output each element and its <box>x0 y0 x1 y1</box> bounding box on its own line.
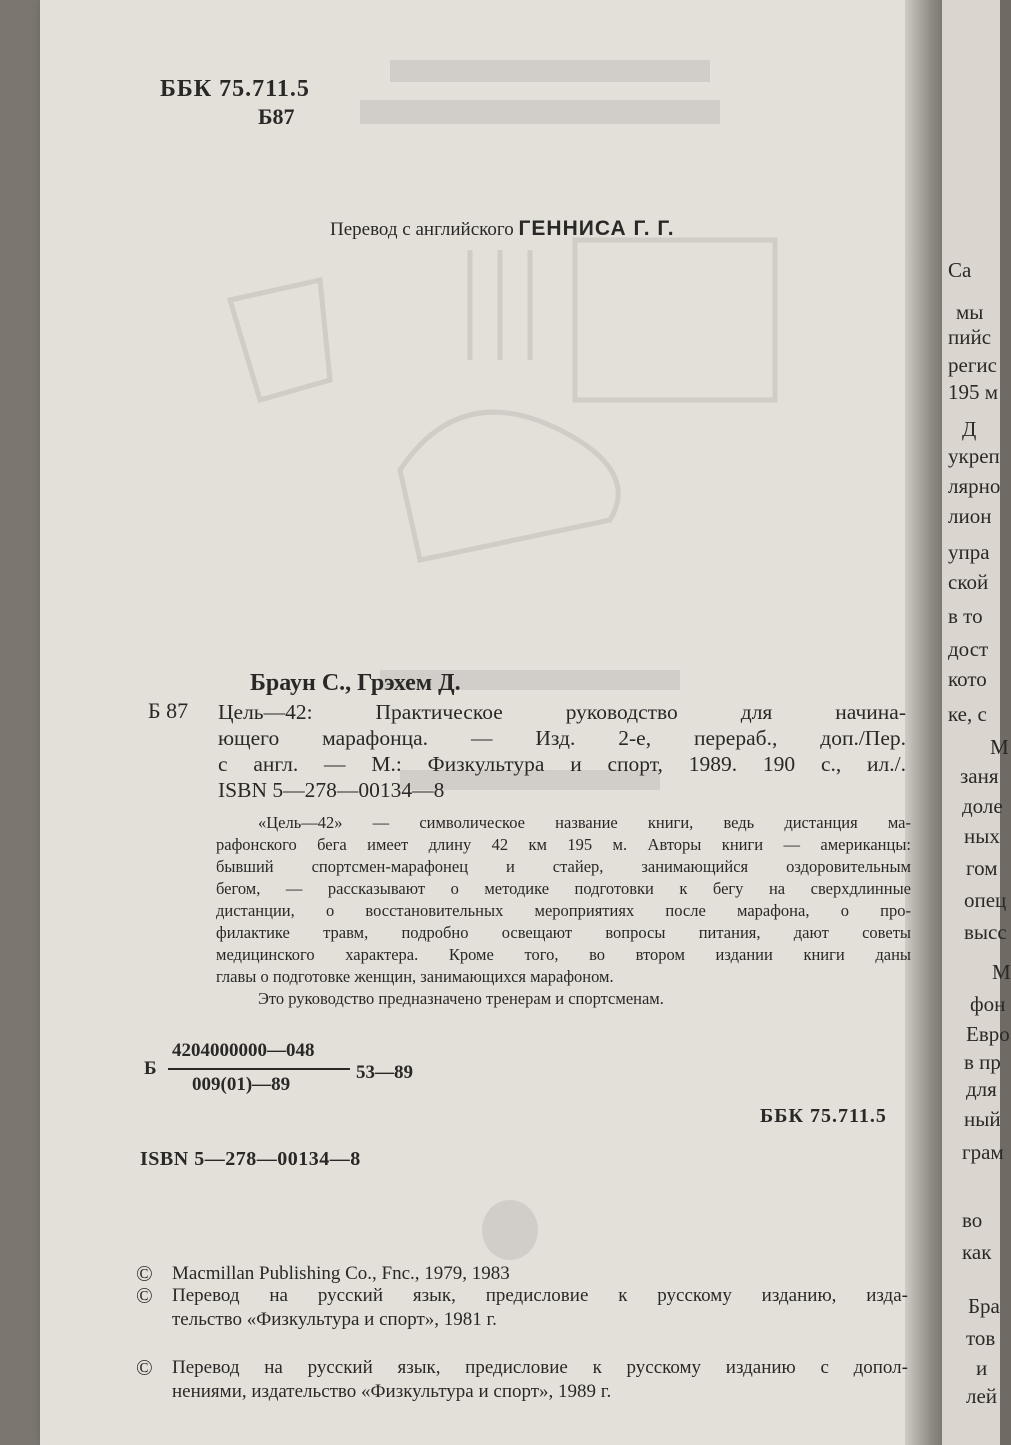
annotation-audience: Это руководство предназначено тренерам и спортсменам. <box>258 989 664 1008</box>
adjacent-text: М <box>992 960 1011 984</box>
adjacent-text: Са <box>948 258 972 282</box>
adjacent-text: ской <box>948 570 989 594</box>
annotation-line: рафонского бега имеет длину 42 км 195 м. Авторы книги — американцы: <box>216 835 911 854</box>
bibliographic-description <box>218 699 906 803</box>
copyright-line: Перевод на русский язык, предисловие к русскому изданию с допол- <box>172 1357 908 1378</box>
adjacent-text: тов <box>966 1326 996 1350</box>
adjacent-text: гом <box>966 856 998 880</box>
adjacent-text: во <box>962 1208 983 1232</box>
adjacent-text: грам <box>962 1140 1004 1164</box>
adjacent-text: для <box>966 1077 997 1101</box>
translation-credit <box>330 217 675 241</box>
bib-line-isbn: ISBN 5—278—00134—8 <box>218 778 445 802</box>
copyright-text <box>172 1356 908 1404</box>
bib-line: Цель—42: Практическое руководство для начина- <box>218 700 906 724</box>
annotation-line: бегом, — рассказывают о методике подготовки к бегу на сверхдлинные <box>216 879 911 898</box>
adjacent-text: лей <box>966 1384 998 1408</box>
index-side: 53—89 <box>356 1062 413 1083</box>
copyright-symbol: © <box>136 1261 153 1286</box>
translation-prefix: Перевод с английского <box>330 219 514 240</box>
adjacent-text: как <box>962 1240 992 1264</box>
adjacent-text: укреп <box>948 444 1000 468</box>
copyright-line: нениями, издательство «Физкультура и спорт», 1989 г. <box>172 1381 612 1402</box>
translator-name: ГЕННИСА Г. Г. <box>518 217 675 240</box>
adjacent-text: мы <box>956 300 984 324</box>
bbk-code-bottom: ББК 75.711.5 <box>760 1105 887 1127</box>
annotation-line: бывший спортсмен-марафонец и стайер, занимающийся оздоровительным <box>216 857 911 876</box>
adjacent-text: высс <box>964 920 1007 944</box>
adjacent-text: ный <box>964 1107 1001 1131</box>
adjacent-text: регис <box>948 353 997 377</box>
adjacent-text: кото <box>948 667 987 691</box>
copyright-symbol: © <box>136 1283 153 1308</box>
copyright-line: Перевод на русский язык, предисловие к русскому изданию, изда- <box>172 1285 908 1306</box>
isbn-bottom: ISBN 5—278—00134—8 <box>140 1148 361 1170</box>
adjacent-text: Д <box>962 417 977 441</box>
copyright-text <box>172 1262 908 1286</box>
index-denominator: 009(01)—89 <box>192 1074 291 1095</box>
copyright-line: Macmillan Publishing Co., Fnc., 1979, 1983 <box>172 1263 510 1284</box>
adjacent-text: ных <box>964 824 1000 848</box>
adjacent-text: доле <box>962 794 1003 818</box>
bbk-code-top: ББК 75.711.5 <box>160 76 310 102</box>
copyright-line: тельство «Физкультура и спорт», 1981 г. <box>172 1309 497 1330</box>
adjacent-text: лион <box>948 504 992 528</box>
bib-line: ющего марафонца. — Изд. 2-е, перераб., доп./Пер. <box>218 726 906 750</box>
annotation-line: «Цель—42» — символическое название книги, ведь дистанция ма- <box>258 813 911 832</box>
adjacent-text: в то <box>948 604 983 628</box>
authors: Браун С., Грэхем Д. <box>250 670 461 696</box>
adjacent-text: и <box>976 1356 988 1380</box>
index-numerator: 4204000000—048 <box>172 1040 315 1061</box>
fraction-bar <box>168 1068 350 1070</box>
adjacent-text: М <box>990 735 1009 759</box>
adjacent-text: ке, с <box>948 702 987 726</box>
catalog-code: Б 87 <box>148 698 189 723</box>
annotation-line: филактике травм, подробно освещают вопросы питания, дают советы <box>216 923 911 942</box>
author-code-top: Б87 <box>258 104 295 129</box>
adjacent-text: заня <box>960 764 999 788</box>
adjacent-text: опец <box>964 888 1007 912</box>
annotation-line: главы о подготовке женщин, занимающихся марафоном. <box>216 967 614 986</box>
adjacent-text: Евро <box>966 1022 1010 1046</box>
adjacent-text: фон <box>970 992 1006 1016</box>
annotation-line: медицинского характера. Кроме того, во втором издании книги даны <box>216 945 911 964</box>
copyright-symbol: © <box>136 1355 153 1380</box>
annotation-line: дистанции, о восстановительных мероприятиях после марафона, о про- <box>216 901 911 920</box>
index-prefix: Б <box>144 1058 157 1079</box>
adjacent-text: в пр <box>964 1050 1001 1074</box>
adjacent-text: лярно <box>948 474 1001 498</box>
adjacent-text: пийс <box>948 325 992 349</box>
copyright-text <box>172 1284 908 1332</box>
adjacent-text: Бра <box>968 1294 1000 1318</box>
adjacent-text: упра <box>948 540 990 564</box>
annotation <box>216 812 911 1010</box>
adjacent-text: 195 м <box>948 380 999 404</box>
bib-line: с англ. — М.: Физкультура и спорт, 1989. 190 с., ил./. <box>218 752 906 776</box>
adjacent-text: дост <box>948 637 989 661</box>
